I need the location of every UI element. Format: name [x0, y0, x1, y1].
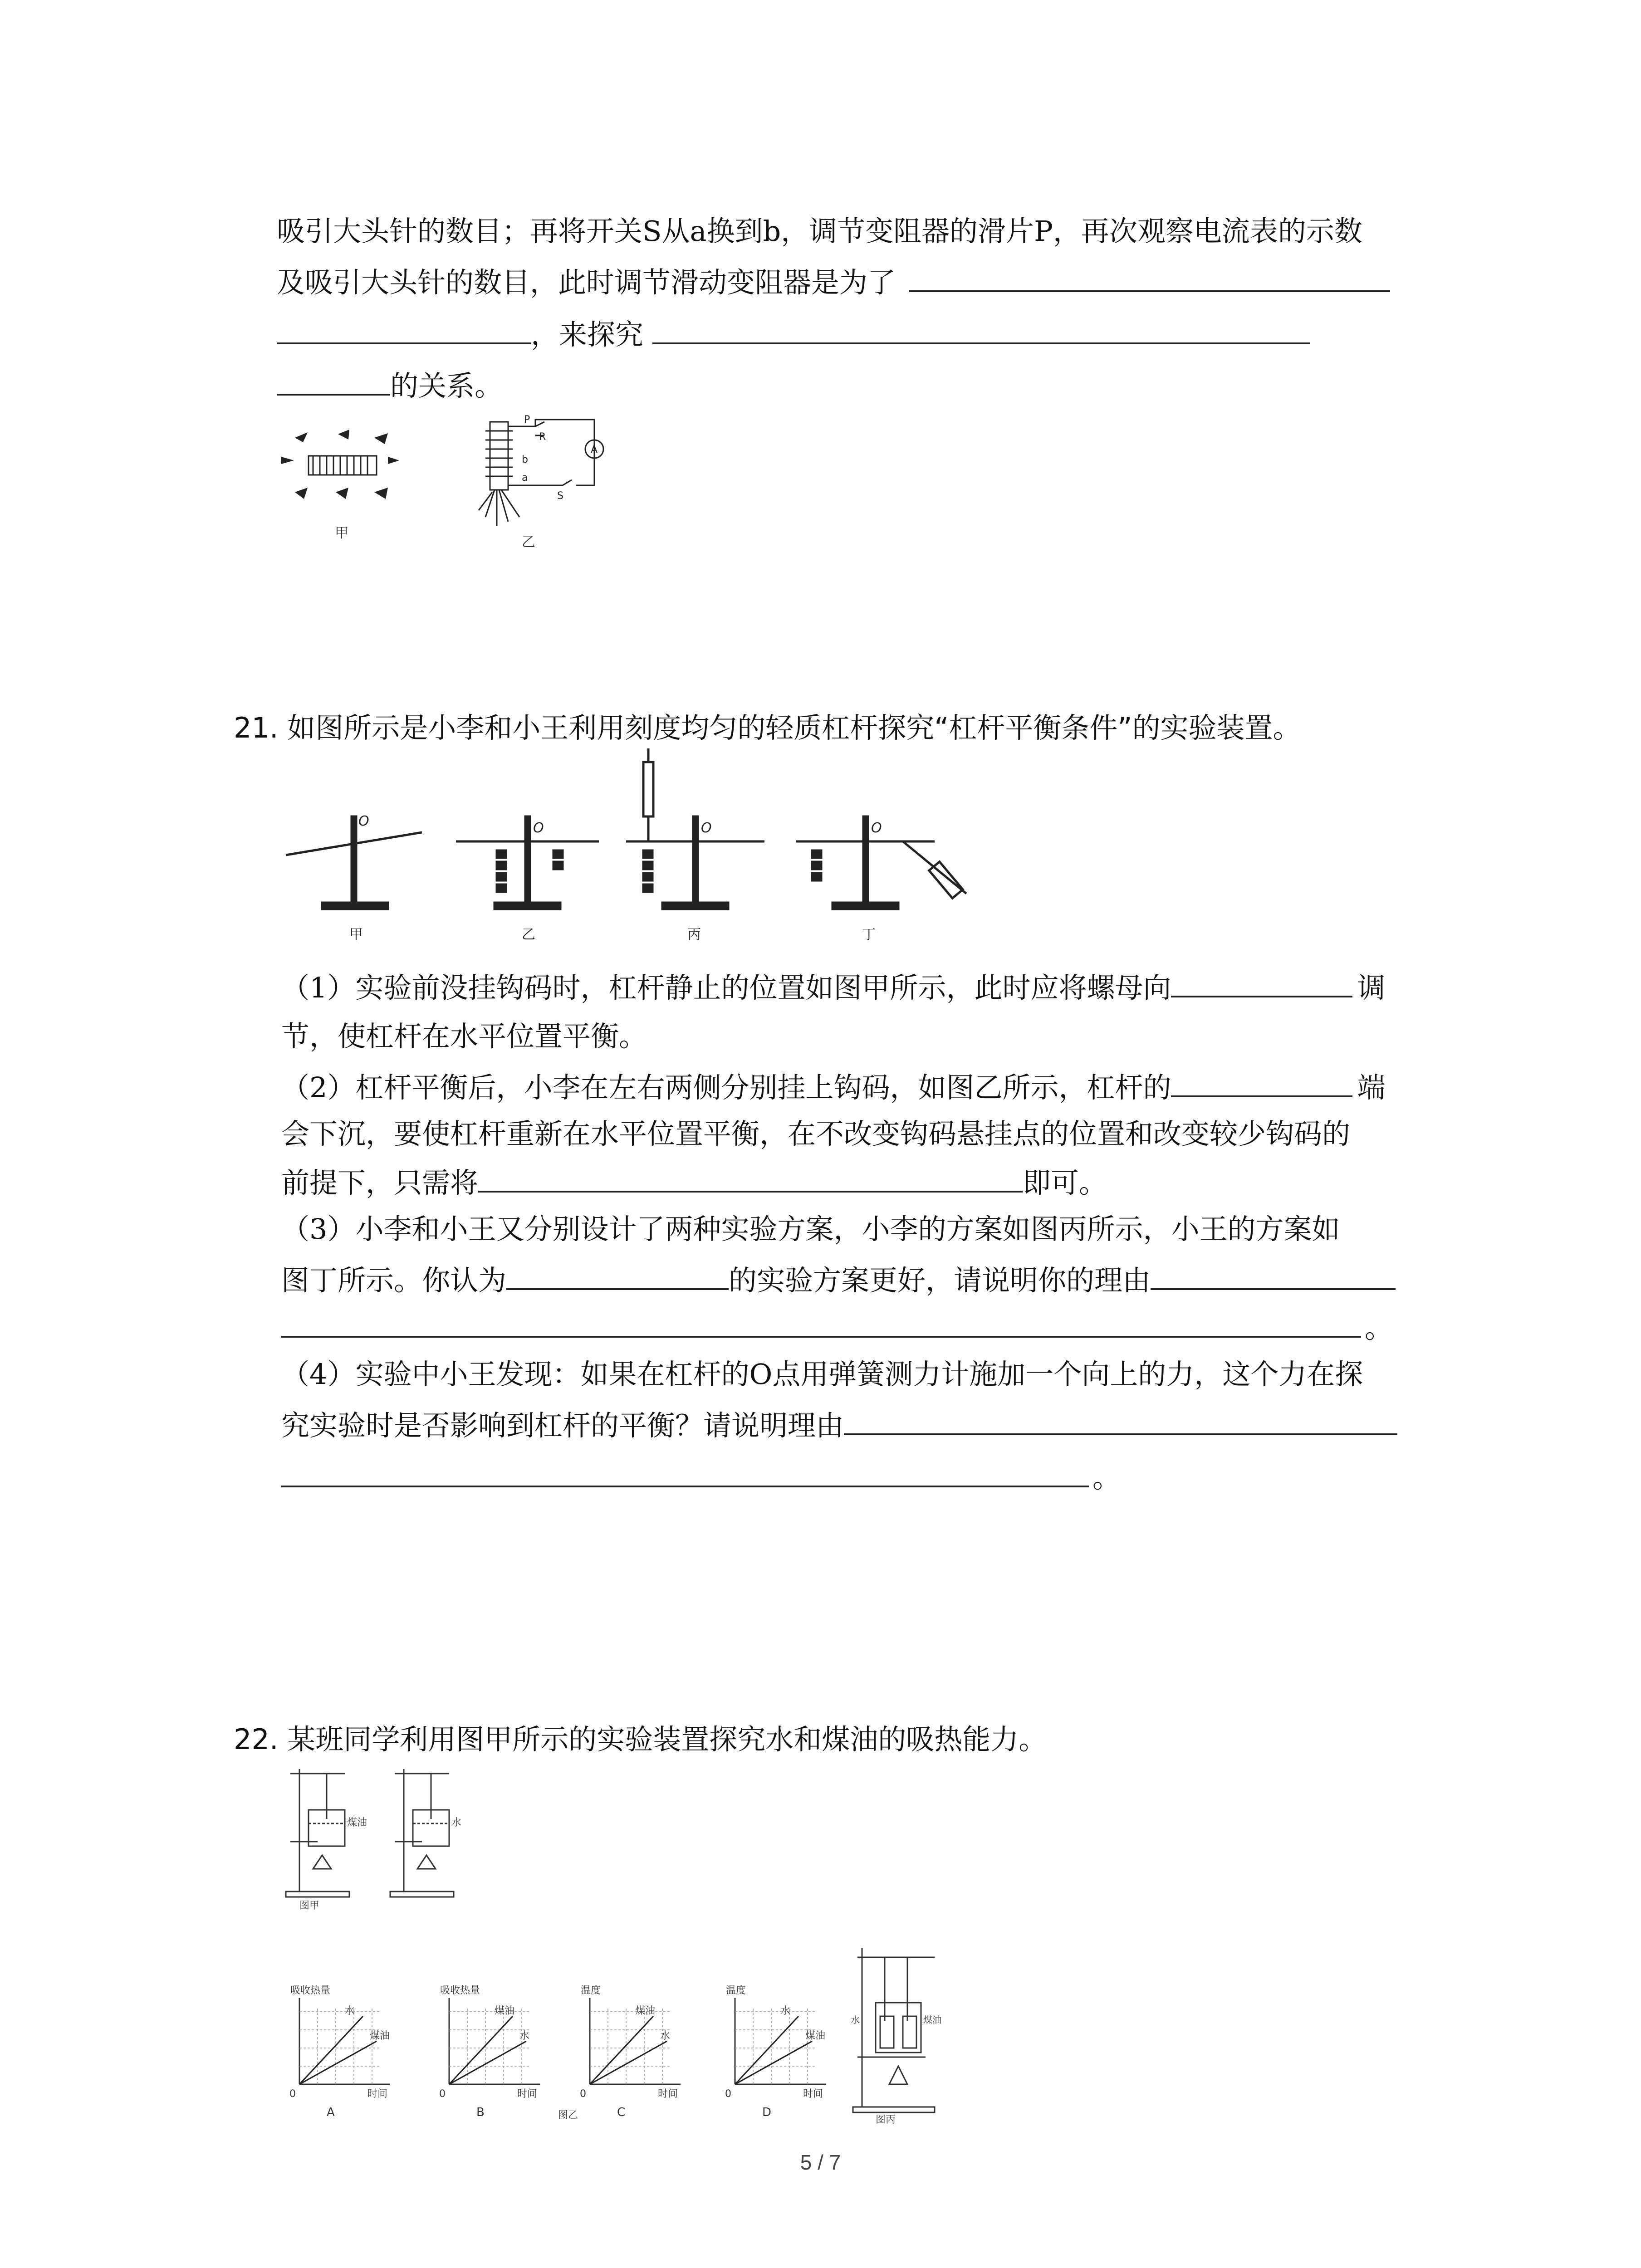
- figure-label-ding: 丁: [862, 927, 876, 943]
- q20-line-2: [277, 263, 1390, 301]
- figure-label-jia: 甲: [349, 927, 363, 943]
- graph-letter: A: [327, 2106, 335, 2119]
- q22-stem: [234, 1721, 1047, 1758]
- q21-part3-line3: [281, 1309, 1393, 1346]
- x-axis-label: 时间: [803, 2088, 823, 2100]
- series-label-upper: 煤油: [495, 2005, 515, 2017]
- q20-text-3: ，来探究: [531, 318, 644, 351]
- x-axis-label: 时间: [367, 2088, 388, 2100]
- answer-blank[interactable]: [277, 315, 531, 344]
- page-number: 5 / 7: [800, 2151, 841, 2174]
- answer-blank[interactable]: [277, 367, 390, 396]
- graph-letter: B: [476, 2106, 485, 2119]
- q21-p3-mid: 的实验方案更好，请说明你的理由: [729, 1264, 1151, 1297]
- label-water: 水: [451, 1817, 462, 1828]
- circuit-label-a-terminal: a: [522, 472, 528, 484]
- graph-A: [289, 1985, 390, 2119]
- q21-part2-line1: [281, 1068, 1385, 1106]
- lever-jia: [286, 816, 422, 909]
- q21-p2-text: （2）杠杆平衡后，小李在左右两侧分别挂上钩码，如图乙所示，杠杆的: [281, 1071, 1171, 1104]
- q22-figure-jia: [281, 1760, 517, 1910]
- y-axis-label: 温度: [726, 1985, 746, 1996]
- x-axis-label: 时间: [658, 2088, 678, 2100]
- setup-water: [390, 1769, 454, 1897]
- graph-D: [725, 1985, 826, 2119]
- series-label-lower: 水: [519, 2030, 530, 2042]
- pivot-label: O: [871, 820, 882, 836]
- q21-p2-cont: 会下沉，要使杠杆重新在水平位置平衡，在不改变钩码悬挂点的位置和改变较少钩码的: [281, 1117, 1351, 1150]
- compass-needle: [388, 457, 399, 464]
- q21-lever-figures: [277, 748, 1003, 953]
- q21-p3-text: （3）小李和小王又分别设计了两种实验方案，小李的方案如图丙所示，小王的方案如: [281, 1212, 1340, 1246]
- figure-label-bing: 图丙: [876, 2114, 896, 2125]
- answer-blank[interactable]: [1171, 1068, 1352, 1097]
- q21-part1-line1: [281, 968, 1385, 1006]
- compass-needle: [338, 430, 349, 440]
- q21-part3-line1: [281, 1211, 1340, 1247]
- circuit-label-a: A: [591, 444, 598, 455]
- origin-label: 0: [439, 2088, 446, 2100]
- series-label-upper: 水: [780, 2005, 791, 2017]
- q21-part4-line1: [281, 1356, 1363, 1393]
- y-axis-label: 温度: [581, 1985, 601, 1996]
- compass-needle: [281, 457, 294, 464]
- setup-kerosene: [286, 1769, 349, 1897]
- q21-p4-end: 。: [1092, 1461, 1121, 1494]
- q21-p3-prefix: 图丁所示。你认为: [281, 1264, 507, 1297]
- figure-label-yi: 乙: [522, 534, 535, 550]
- compass-needle: [295, 488, 308, 499]
- q21-p2-end: 即可。: [1023, 1166, 1107, 1199]
- answer-blank[interactable]: [281, 1309, 1361, 1338]
- figure-label-jia: 甲: [335, 525, 348, 541]
- q21-stem: [234, 710, 1301, 746]
- q22-figure-bing: [848, 1944, 953, 2125]
- q21-p1-cont: 节，使杠杆在水平位置平衡。: [281, 1020, 647, 1053]
- q21-p2-suffix: 端: [1357, 1071, 1386, 1104]
- q22-stem-text: 22. 某班同学利用图甲所示的实验装置探究水和煤油的吸热能力。: [234, 1723, 1047, 1756]
- origin-label: 0: [580, 2088, 586, 2100]
- x-axis-label: 时间: [517, 2088, 538, 2100]
- graph-letter: C: [617, 2106, 626, 2119]
- y-axis-label: 吸收热量: [290, 1985, 331, 1996]
- q21-p1-suffix: 调: [1357, 971, 1386, 1004]
- q21-part1-line2: [281, 1018, 647, 1055]
- compass-needle: [374, 488, 388, 499]
- q21-part2-line2: [281, 1116, 1350, 1152]
- compass-needle: [374, 433, 388, 444]
- q21-part3-line2: [281, 1261, 1396, 1299]
- answer-blank[interactable]: [1151, 1261, 1396, 1290]
- answer-blank[interactable]: [1171, 968, 1352, 997]
- compass-needle: [295, 432, 308, 442]
- q20-text-2: 及吸引大头针的数目，此时调节滑动变阻器是为了: [277, 266, 896, 299]
- origin-label: 0: [289, 2088, 296, 2100]
- pivot-label: O: [701, 820, 712, 836]
- q20-figure-jia: [277, 424, 404, 515]
- series-label-lower: 水: [660, 2030, 671, 2042]
- pivot-label: O: [533, 820, 544, 836]
- lever-bing: [626, 748, 764, 909]
- graph-group: [289, 1985, 826, 2119]
- figure-label-yi: 图乙: [558, 2110, 578, 2121]
- answer-blank[interactable]: [652, 315, 1310, 344]
- q22-figure-yi: [281, 1971, 871, 2121]
- figure-label-yi: 乙: [522, 927, 535, 943]
- q21-part4-line3: [281, 1458, 1121, 1496]
- circuit-label-b: b: [522, 454, 528, 465]
- circuit-label-r: R: [539, 431, 546, 443]
- coil: [309, 456, 377, 475]
- series-line-upper: [449, 2016, 513, 2084]
- q21-part2-line3: [281, 1163, 1107, 1201]
- figure-label-jia: 图甲: [299, 1900, 320, 1910]
- circuit-label-s: S: [557, 490, 563, 502]
- label-kerosene: 煤油: [347, 1817, 367, 1828]
- figure-label-bing: 丙: [687, 927, 701, 943]
- series-label-upper: 水: [345, 2005, 355, 2017]
- answer-blank[interactable]: [506, 1261, 729, 1290]
- q21-p4-text: （4）实验中小王发现：如果在杠杆的O点用弹簧测力计施加一个向上的力，这个力在探: [281, 1358, 1363, 1391]
- graph-letter: D: [762, 2106, 772, 2119]
- label-water: 水: [851, 2014, 860, 2025]
- q21-p1-text: （1）实验前没挂钩码时，杠杆静止的位置如图甲所示，此时应将螺母向: [281, 971, 1171, 1004]
- answer-blank[interactable]: [478, 1163, 1023, 1193]
- q21-stem-text: 21. 如图所示是小李和小王利用刻度均匀的轻质杠杆探究“杠杆平衡条件”的实验装置。: [234, 711, 1301, 744]
- answer-blank[interactable]: [281, 1458, 1089, 1487]
- circuit-label-p: P: [524, 414, 530, 425]
- lever-yi: [456, 816, 599, 909]
- series-line-upper: [590, 2016, 653, 2084]
- q20-text-4: 的关系。: [390, 369, 503, 402]
- q21-part4-line2: [281, 1406, 1397, 1444]
- series-label-upper: 煤油: [635, 2005, 656, 2017]
- q20-line-3: [277, 315, 1310, 353]
- q20-figure-yi: [472, 413, 608, 544]
- y-axis-label: 吸收热量: [440, 1985, 480, 1996]
- series-label-lower: 煤油: [805, 2030, 826, 2042]
- q20-line-1: [277, 213, 1362, 249]
- series-line-upper: [299, 2016, 363, 2084]
- q20-text-1: 吸引大头针的数目；再将开关S从a换到b，调节变阻器的滑片P，再次观察电流表的示数: [277, 215, 1362, 248]
- q21-p4-prefix: 究实验时是否影响到杠杆的平衡？请说明理由: [281, 1409, 844, 1442]
- graph-C: [580, 1985, 681, 2119]
- q20-line-4: [277, 367, 503, 404]
- answer-blank[interactable]: [909, 263, 1390, 292]
- compass-needle: [336, 488, 348, 499]
- pivot-label: O: [358, 813, 369, 829]
- origin-label: 0: [725, 2088, 731, 2100]
- series-line-upper: [735, 2016, 798, 2084]
- series-label-lower: 煤油: [370, 2030, 390, 2042]
- answer-blank[interactable]: [844, 1406, 1397, 1435]
- q21-p3-end: 。: [1365, 1311, 1393, 1344]
- graph-B: [439, 1985, 540, 2119]
- q21-p2-prefix: 前提下，只需将: [281, 1166, 479, 1199]
- label-kerosene: 煤油: [923, 2014, 941, 2025]
